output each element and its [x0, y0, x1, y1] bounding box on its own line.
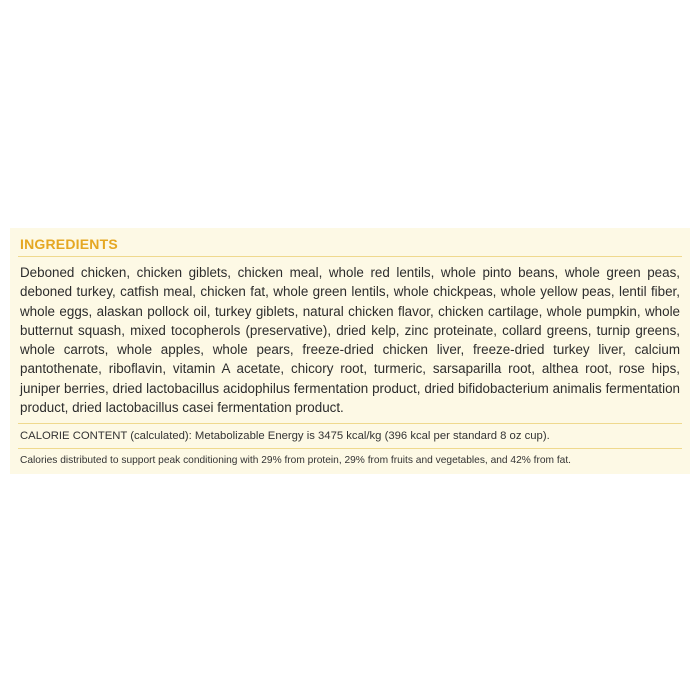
calorie-content: CALORIE CONTENT (calculated): Metabolizable Energy is 3475 kcal/kg (396 kcal per standard 8 oz cup). [20, 430, 550, 443]
calorie-distribution: Calories distributed to support peak conditioning with 29% from protein, 29% from fruits and vegetables, and 42% from fat. [20, 455, 571, 467]
ingredients-heading: INGREDIENTS [20, 236, 118, 252]
ingredients-panel [10, 228, 690, 474]
ingredients-list: Deboned chicken, chicken giblets, chicken meal, whole red lentils, whole pinto beans, whole green peas, deboned turkey, catfish meal, chicken fat, whole green lentils, whole chickpeas, whole yellow peas, lentil fiber, whole eggs, alaskan pollock oil, turkey giblets, natural chicken flavor, chicken cartilage, whole pumpkin, whole butternut squash, mixed tocopherols (preservative), dried kelp, zinc proteinate, collard greens, turnip greens, whole carrots, whole apples, whole pears, freeze-dried chicken liver, freeze-dried turkey liver, calcium pantothenate, riboflavin, vitamin A acetate, chicory root, turmeric, sarsaparilla root, althea root, rose hips, juniper berries, dried lactobacillus acidophilus fermentation product, dried bifidobacterium animalis fermentation product, dried lactobacillus casei fermentation product. [20, 265, 680, 416]
